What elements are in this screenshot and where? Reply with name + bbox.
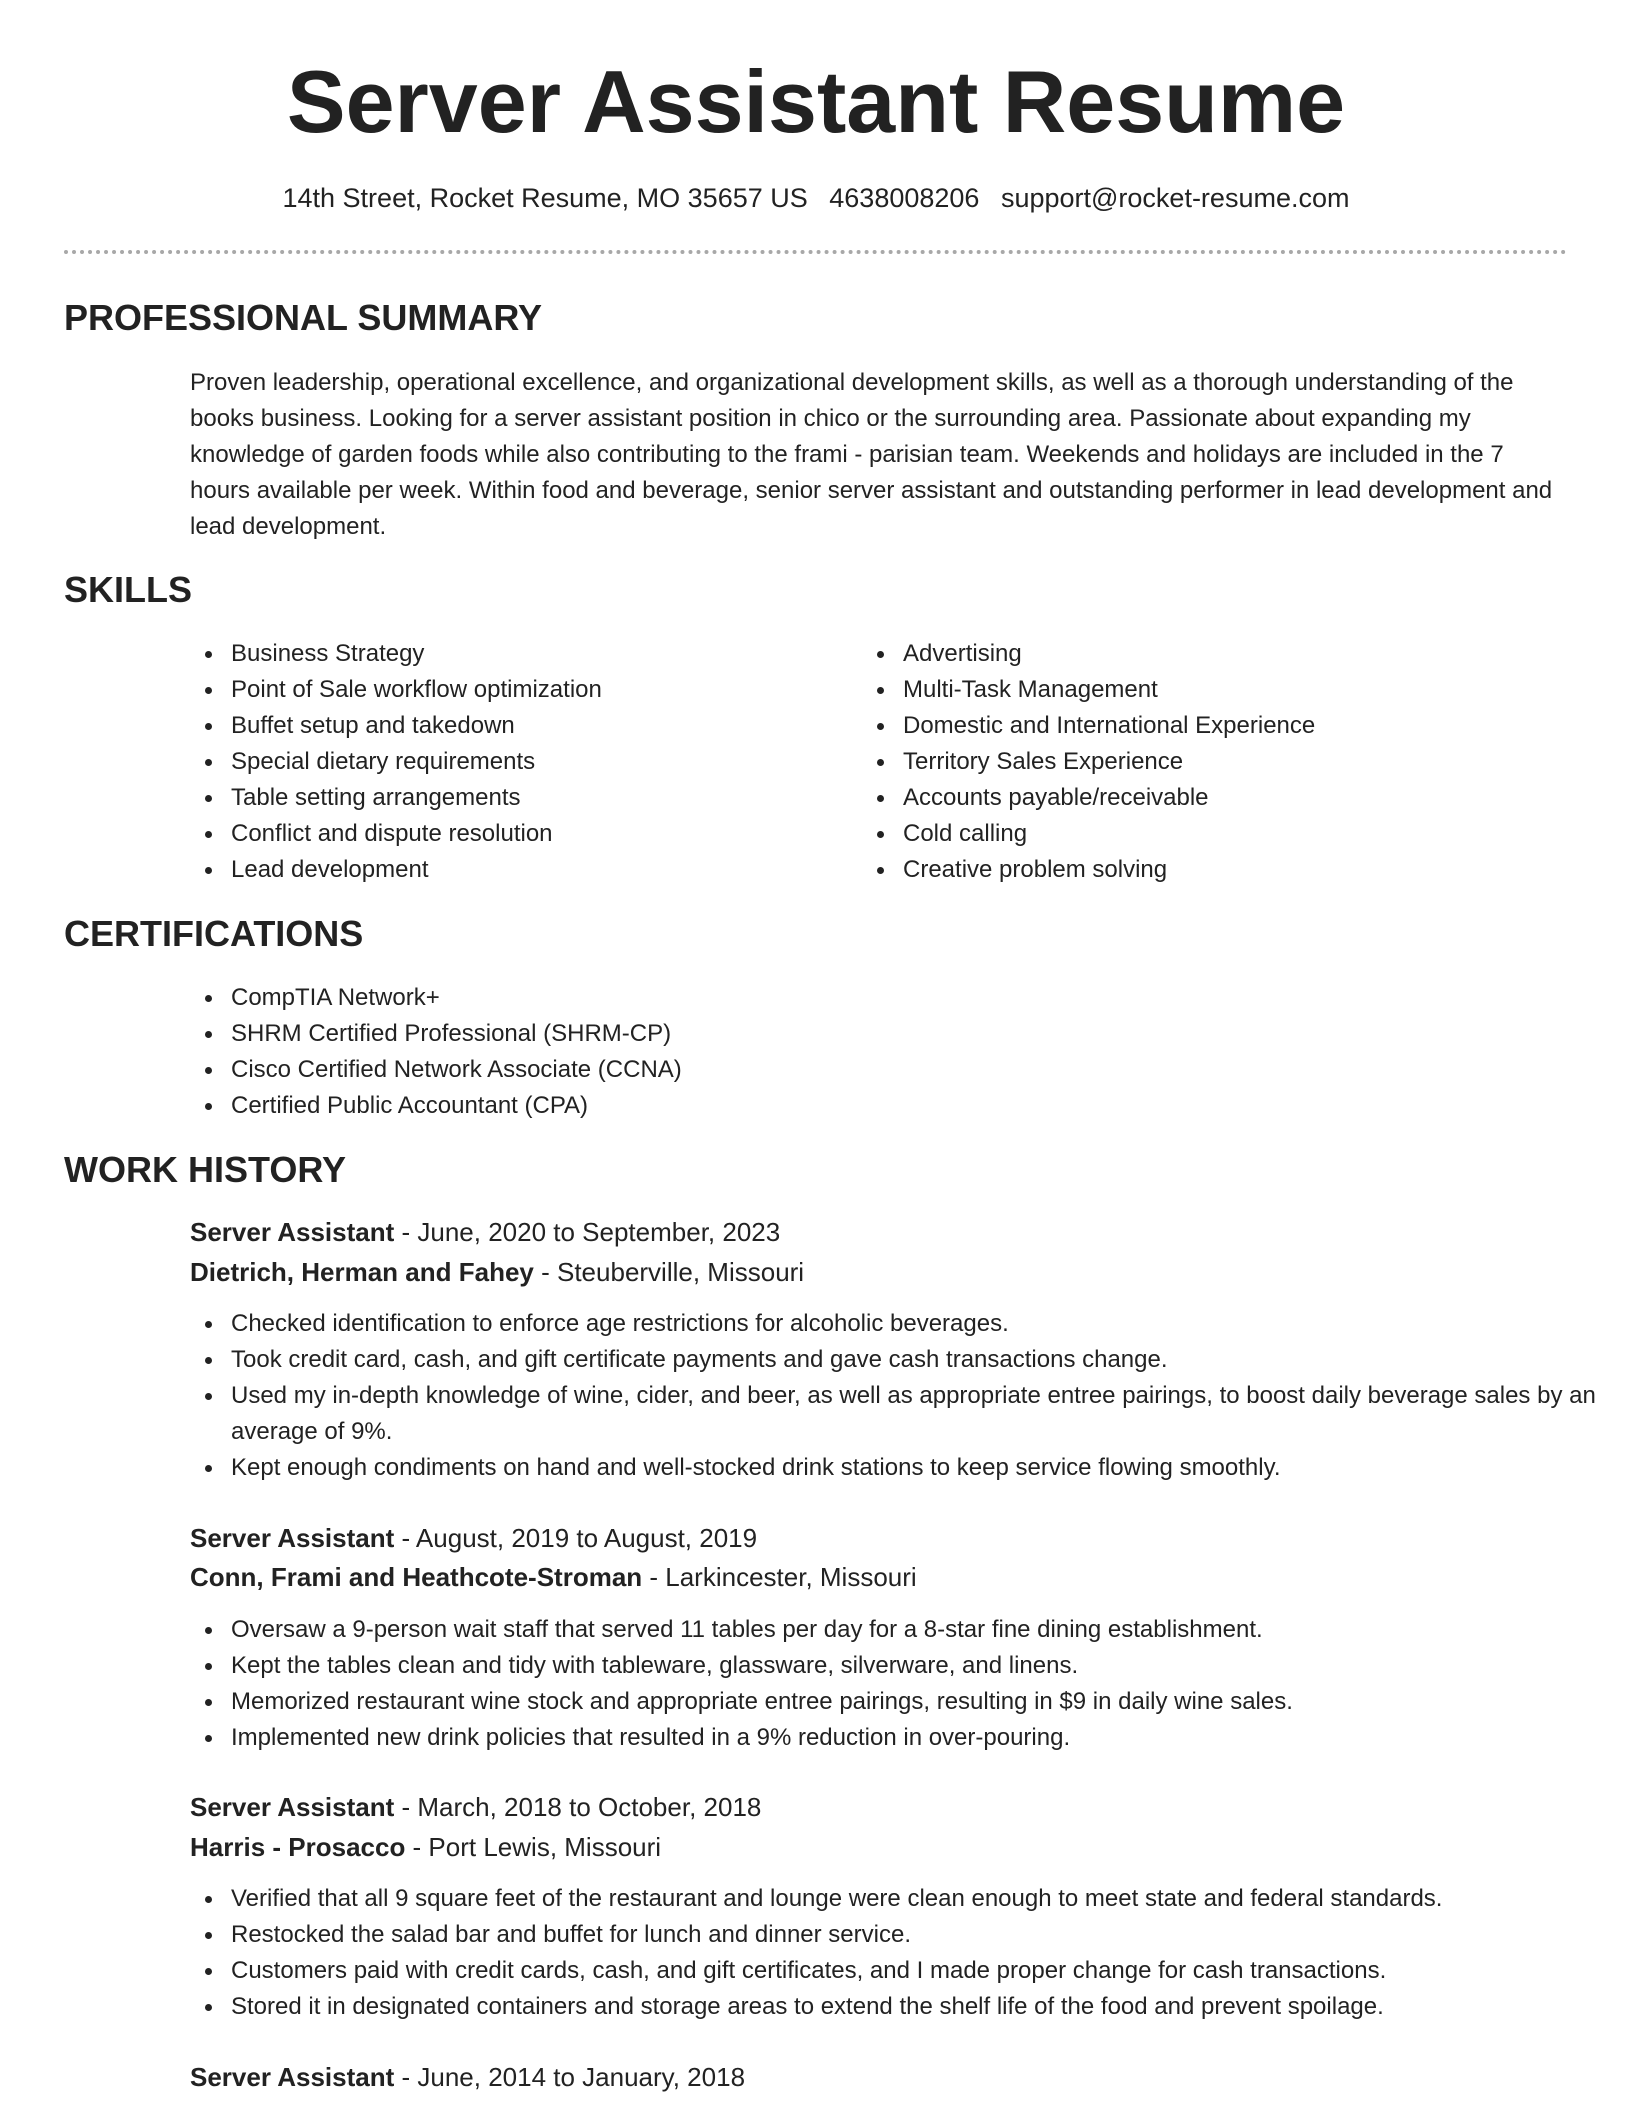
skill-item: Special dietary requirements [231, 744, 851, 780]
job-company: Conn, Frami and Heathcote-Stroman [190, 1562, 643, 1592]
job-title-line [190, 1213, 780, 1251]
job-title: Server Assistant [190, 1792, 395, 1822]
skill-item: Accounts payable/receivable [903, 780, 1603, 816]
work-history-heading: WORK HISTORY [64, 1149, 347, 1190]
job-title-line [190, 1788, 761, 1826]
job-company-line [190, 1828, 661, 1866]
job-bullet: Memorized restaurant wine stock and appropriate entree pairings, resulting in $9 in daily wine sales. [231, 1684, 1611, 1720]
skill-item: Creative problem solving [903, 852, 1603, 888]
contact-phone: 4638008206 [829, 183, 980, 213]
job-bullet: Checked identification to enforce age restrictions for alcoholic beverages. [231, 1306, 1611, 1342]
skill-item: Point of Sale workflow optimization [231, 672, 851, 708]
resume-title: Server Assistant Resume [286, 52, 1346, 151]
contact-line [0, 178, 1632, 218]
summary-heading: PROFESSIONAL SUMMARY [64, 297, 543, 338]
job-company: Dietrich, Herman and Fahey [190, 1257, 534, 1287]
header-divider [64, 250, 1567, 254]
skills-heading: SKILLS [64, 569, 193, 610]
certifications-list [188, 980, 1231, 1124]
job-bullet: Implemented new drink policies that resulted in a 9% reduction in over-pouring. [231, 1720, 1611, 1756]
job-bullet: Used my in-depth knowledge of wine, cider, and beer, as well as appropriate entree pairings, to boost daily beverage sales by an average of 9%. [231, 1378, 1611, 1450]
job-company-line [190, 1558, 917, 1596]
job-bullet: Customers paid with credit cards, cash, and gift certificates, and I made proper change for cash transactions. [231, 1953, 1611, 1989]
certification-item: SHRM Certified Professional (SHRM-CP) [231, 1016, 1231, 1052]
skill-item: Business Strategy [231, 636, 851, 672]
certification-item: Certified Public Accountant (CPA) [231, 1088, 1231, 1124]
skill-item: Cold calling [903, 816, 1603, 852]
skill-item: Table setting arrangements [231, 780, 851, 816]
job-company: Harris - Prosacco [190, 1832, 406, 1862]
job-title: Server Assistant [190, 1523, 395, 1553]
job-bullets [188, 1881, 1611, 2025]
job-dates: - June, 2014 to January, 2018 [394, 2062, 746, 2092]
job-title: Server Assistant [190, 1217, 395, 1247]
job-title-line [190, 2058, 745, 2096]
job-location: - Larkincester, Missouri [642, 1562, 917, 1592]
job-dates: - August, 2019 to August, 2019 [394, 1523, 758, 1553]
skill-item: Territory Sales Experience [903, 744, 1603, 780]
job-location: - Port Lewis, Missouri [405, 1832, 662, 1862]
job-bullets [188, 1612, 1611, 1756]
job-bullet: Verified that all 9 square feet of the restaurant and lounge were clean enough to meet state and federal standards. [231, 1881, 1611, 1917]
certification-item: CompTIA Network+ [231, 980, 1231, 1016]
job-bullet: Stored it in designated containers and storage areas to extend the shelf life of the food and prevent spoilage. [231, 1989, 1611, 2025]
job-company-line [190, 1253, 804, 1291]
skills-list-left [188, 636, 851, 888]
skill-item: Conflict and dispute resolution [231, 816, 851, 852]
skill-item: Advertising [903, 636, 1603, 672]
summary-text: Proven leadership, operational excellence, and organizational development skills, as well as a thorough understanding of the books business. Looking for a server assistant position in chico or the surrounding area. Passionate about expanding my knowledge of garden foods while also contributing to the frami - parisian team. Weekends and holidays are included in the 7 hours available per week. Within food and beverage, senior server assistant and outstanding performer in lead development and lead development. [190, 369, 1553, 540]
job-dates: - June, 2020 to September, 2023 [394, 1217, 781, 1247]
skills-list-right [860, 636, 1603, 888]
certification-item: Cisco Certified Network Associate (CCNA) [231, 1052, 1231, 1088]
contact-address: 14th Street, Rocket Resume, MO 35657 US [282, 183, 808, 213]
job-bullet: Kept enough condiments on hand and well-stocked drink stations to keep service flowing smoothly. [231, 1450, 1611, 1486]
job-location: - Steuberville, Missouri [533, 1257, 805, 1287]
job-title: Server Assistant [190, 2062, 395, 2092]
skill-item: Buffet setup and takedown [231, 708, 851, 744]
job-bullet: Took credit card, cash, and gift certificate payments and gave cash transactions change. [231, 1342, 1611, 1378]
job-bullets [188, 1306, 1611, 1486]
job-bullet: Restocked the salad bar and buffet for lunch and dinner service. [231, 1917, 1611, 1953]
job-bullet: Kept the tables clean and tidy with tableware, glassware, silverware, and linens. [231, 1648, 1611, 1684]
skill-item: Multi-Task Management [903, 672, 1603, 708]
skill-item: Domestic and International Experience [903, 708, 1603, 744]
job-bullet: Oversaw a 9-person wait staff that served 11 tables per day for a 8-star fine dining establishment. [231, 1612, 1611, 1648]
certifications-heading: CERTIFICATIONS [64, 913, 364, 954]
job-dates: - March, 2018 to October, 2018 [394, 1792, 762, 1822]
skill-item: Lead development [231, 852, 851, 888]
contact-email: support@rocket-resume.com [1000, 183, 1350, 213]
job-title-line [190, 1519, 757, 1557]
